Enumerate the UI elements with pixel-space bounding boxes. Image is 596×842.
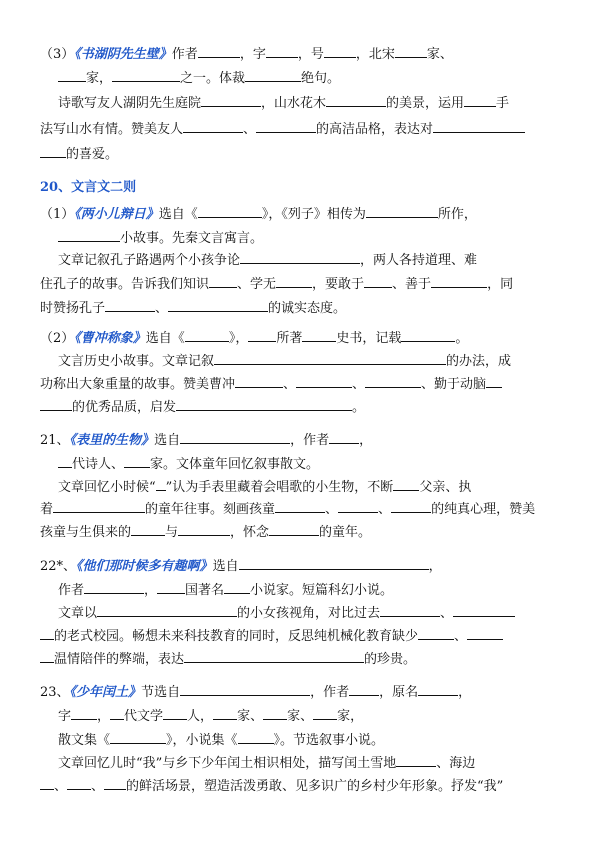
fill-blank[interactable]	[105, 298, 155, 312]
text: 文言历史小故事。文章记叙	[58, 354, 215, 369]
fill-blank[interactable]	[338, 499, 378, 513]
text: 的办法，成	[446, 354, 512, 369]
fill-blank[interactable]	[269, 522, 319, 536]
fill-blank[interactable]	[67, 776, 91, 790]
text: 、	[440, 606, 454, 621]
text: 文章记叙孔子路遇两个小孩争论	[58, 253, 241, 268]
text: 代诗人、	[72, 457, 125, 472]
fill-blank[interactable]	[396, 753, 436, 767]
fill-blank[interactable]	[239, 556, 429, 570]
fill-blank[interactable]	[58, 228, 120, 242]
text-title: 《曹冲称象》	[74, 331, 146, 346]
text: 、	[54, 779, 68, 794]
text: ，	[428, 559, 442, 574]
text: 的诚实态度。	[268, 301, 347, 316]
fill-blank[interactable]	[366, 204, 438, 218]
fill-blank[interactable]	[58, 68, 86, 82]
text: ，作者	[290, 433, 330, 448]
text: 所作，	[437, 207, 477, 222]
fill-blank[interactable]	[326, 93, 386, 107]
fill-blank[interactable]	[168, 298, 268, 312]
text-title: 《书湖阴先生壁》	[74, 47, 172, 62]
fill-blank[interactable]	[365, 374, 421, 388]
fill-blank[interactable]	[214, 351, 446, 365]
text: 作者	[171, 47, 198, 62]
text: 代文学	[124, 709, 164, 724]
s20-2-line4	[40, 397, 365, 416]
text: 字	[58, 709, 72, 724]
text: ，怀念	[230, 525, 270, 540]
text: 小说家。短篇科幻小说。	[250, 583, 394, 598]
fill-blank[interactable]	[124, 454, 150, 468]
text: 的老式校园。畅想未来科技教育的同时，反思纯机械化教育缺少	[54, 629, 419, 644]
text: 绝句。	[301, 71, 341, 86]
text: 选自	[212, 559, 239, 574]
fill-blank[interactable]	[418, 626, 454, 640]
s20-2-line2	[58, 351, 511, 370]
fill-blank[interactable]	[180, 682, 310, 696]
fill-blank[interactable]	[163, 706, 187, 720]
text: 法写山水有情。赞美友人	[40, 122, 184, 137]
s23-line2	[58, 706, 363, 725]
text: 、	[454, 629, 468, 644]
text: 所著	[276, 331, 303, 346]
text: 国著名	[185, 583, 225, 598]
fill-blank[interactable]	[433, 119, 525, 133]
text: 家。文体童年回忆叙事散文。	[150, 457, 320, 472]
s21-line1	[40, 430, 372, 449]
s23-line3	[58, 730, 384, 749]
item-number: 22*、	[40, 559, 77, 574]
s21-line5	[40, 522, 371, 541]
item-number: （1）	[40, 207, 75, 222]
fill-blank[interactable]	[276, 274, 312, 288]
fill-blank[interactable]	[431, 274, 487, 288]
fill-blank[interactable]	[245, 68, 301, 82]
fill-blank[interactable]	[275, 499, 325, 513]
text: ，作者	[310, 685, 350, 700]
fill-blank[interactable]	[391, 499, 431, 513]
fill-blank[interactable]	[180, 430, 290, 444]
fill-blank[interactable]	[110, 706, 124, 720]
fill-blank[interactable]	[40, 776, 54, 790]
text: 》，《列子》相传为	[261, 207, 366, 222]
text: 的小女孩视角，对比过去	[237, 606, 381, 621]
text: 。	[352, 400, 366, 415]
fill-blank[interactable]	[296, 374, 352, 388]
fill-blank[interactable]	[248, 328, 276, 342]
text-title: 《少年闰土》	[69, 685, 142, 700]
fill-blank[interactable]	[324, 44, 356, 58]
text: 的童年往事。刻画孩童	[145, 502, 276, 517]
text: 的美景，运用	[386, 96, 465, 111]
item-number: （3）	[40, 47, 75, 62]
fill-blank[interactable]	[184, 649, 364, 663]
text: 选自《	[158, 207, 198, 222]
text: 文章回忆小时候“	[58, 480, 156, 495]
text: 、	[325, 502, 339, 517]
text: 的童年。	[319, 525, 372, 540]
fill-blank[interactable]	[329, 430, 359, 444]
text-title: 《两小儿辩日》	[74, 207, 159, 222]
item-number: 23、	[40, 685, 70, 700]
fill-blank[interactable]	[40, 626, 54, 640]
text: 父亲、执	[419, 480, 472, 495]
fill-blank[interactable]	[313, 706, 337, 720]
s20-1-line4	[40, 274, 513, 293]
s21-line2	[58, 454, 319, 473]
s21-line4	[40, 499, 535, 518]
text-title: 《他们那时候多有趣啊》	[76, 559, 213, 574]
text: 、	[378, 502, 392, 517]
s20-1-line1	[40, 204, 477, 223]
fill-blank[interactable]	[393, 477, 419, 491]
text: ”认为手表里藏着会唱歌的小生物，不断	[165, 480, 394, 495]
text: ，	[359, 433, 373, 448]
s20-1-line3	[58, 250, 477, 269]
text: 的优秀品质，启发	[72, 400, 177, 415]
text: ，原名	[379, 685, 419, 700]
fill-blank[interactable]	[256, 119, 316, 133]
text: 》。节选叙事小说。	[273, 733, 385, 748]
text: 人，	[187, 709, 214, 724]
s20-2-line1	[40, 328, 468, 347]
fill-blank[interactable]	[302, 328, 336, 342]
text: ，号	[297, 47, 324, 62]
s21-line3	[58, 477, 471, 496]
text: 住孔子的故事。告诉我们知识	[40, 277, 210, 292]
fill-blank[interactable]	[157, 580, 185, 594]
text: 家、	[237, 709, 264, 724]
text: ，北宋	[355, 47, 395, 62]
fill-blank[interactable]	[453, 603, 515, 617]
fill-blank[interactable]	[467, 626, 503, 640]
fill-blank[interactable]	[486, 374, 502, 388]
text: 时赞扬孔子	[40, 301, 106, 316]
text: ，字	[239, 47, 266, 62]
text: 文章回忆儿时“我”与乡下少年闰土相识相处，描写闰土雪地	[58, 756, 397, 771]
text: ，山水花木	[261, 96, 327, 111]
fill-blank[interactable]	[201, 93, 261, 107]
text: 、	[243, 122, 257, 137]
fill-blank[interactable]	[178, 522, 230, 536]
s23-line1	[40, 682, 471, 701]
text: 散文集《	[58, 733, 111, 748]
text: 家，	[337, 709, 364, 724]
text: 小故事。先秦文言寓言。	[120, 231, 264, 246]
fill-blank[interactable]	[40, 144, 66, 158]
fill-blank[interactable]	[266, 44, 298, 58]
fill-blank[interactable]	[401, 328, 455, 342]
fill-blank[interactable]	[58, 454, 72, 468]
text: 》，小说集《	[166, 733, 238, 748]
text: 。	[455, 331, 469, 346]
fill-blank[interactable]	[224, 580, 250, 594]
fill-blank[interactable]	[238, 730, 274, 744]
fill-blank[interactable]	[185, 328, 229, 342]
fill-blank[interactable]	[104, 776, 126, 790]
item-number: （2）	[40, 331, 75, 346]
s19-3-line3	[58, 93, 509, 112]
fill-blank[interactable]	[131, 522, 165, 536]
fill-blank[interactable]	[176, 397, 352, 411]
s22-line1	[40, 556, 442, 575]
text: 诗歌写友人湖阴先生庭院	[58, 96, 202, 111]
text: 、	[283, 377, 297, 392]
fill-blank[interactable]	[198, 204, 262, 218]
fill-blank[interactable]	[84, 580, 144, 594]
text: 之一。体裁	[180, 71, 246, 86]
section-heading-20: 20、文言文二则	[40, 180, 137, 195]
s22-line2	[58, 580, 393, 599]
fill-blank[interactable]	[156, 477, 166, 491]
fill-blank[interactable]	[112, 68, 180, 82]
s23-line4	[58, 753, 475, 772]
s20-1-line5	[40, 298, 346, 317]
text: 的纯真心理，赞美	[431, 502, 536, 517]
text: ，要敢于	[312, 277, 365, 292]
text: 孩童与生俱来的	[40, 525, 132, 540]
fill-blank[interactable]	[183, 119, 243, 133]
fill-blank[interactable]	[40, 397, 72, 411]
s19-3-line2	[58, 68, 340, 87]
text: ，	[458, 685, 472, 700]
s20-1-line2	[58, 228, 263, 247]
text: 家、	[287, 709, 314, 724]
text: 温情陪伴的弊端，表达	[54, 652, 185, 667]
fill-blank[interactable]	[418, 682, 458, 696]
text: 家、	[426, 47, 453, 62]
text: 手	[496, 96, 510, 111]
s22-line3	[58, 603, 515, 622]
text: 选自	[154, 433, 181, 448]
fill-blank[interactable]	[53, 499, 145, 513]
fill-blank[interactable]	[97, 603, 237, 617]
text: 着	[40, 502, 54, 517]
text: 的喜爱。	[66, 147, 119, 162]
text: 与	[165, 525, 179, 540]
s23-line5	[40, 776, 503, 795]
fill-blank[interactable]	[110, 730, 166, 744]
s19-3-line1	[40, 44, 453, 63]
s22-line5	[40, 649, 416, 668]
fill-blank[interactable]	[263, 706, 287, 720]
text: 的鲜活场景，塑造活泼勇敢、见多识广的乡村少年形象。抒发“我”	[126, 779, 504, 794]
text: 、善于	[392, 277, 432, 292]
text: ，同	[487, 277, 514, 292]
text: 、	[91, 779, 105, 794]
text: ，	[97, 709, 111, 724]
fill-blank[interactable]	[364, 274, 392, 288]
fill-blank[interactable]	[349, 682, 379, 696]
text: 文章以	[58, 606, 98, 621]
text: 的珍贵。	[364, 652, 417, 667]
fill-blank[interactable]	[40, 649, 54, 663]
text: ，	[144, 583, 158, 598]
text: 、海边	[436, 756, 476, 771]
text: 选自《	[145, 331, 185, 346]
item-number: 21、	[40, 433, 70, 448]
text: 、学无	[237, 277, 277, 292]
text: 功称出大象重量的故事。赞美曹冲	[40, 377, 236, 392]
text: 、勤于动脑	[421, 377, 487, 392]
fill-blank[interactable]	[235, 374, 283, 388]
fill-blank[interactable]	[71, 706, 97, 720]
s19-3-line5	[40, 144, 118, 163]
text: 作者	[58, 583, 85, 598]
fill-blank[interactable]	[395, 44, 427, 58]
text: 节选自	[141, 685, 181, 700]
text: 史书，记载	[336, 331, 402, 346]
fill-blank[interactable]	[213, 706, 237, 720]
text-title: 《表里的生物》	[69, 433, 155, 448]
text: 》，	[228, 331, 249, 346]
text: ，两人各持道理、难	[360, 253, 478, 268]
text: 、	[155, 301, 169, 316]
s22-line4	[40, 626, 503, 645]
fill-blank[interactable]	[240, 250, 360, 264]
fill-blank[interactable]	[209, 274, 237, 288]
fill-blank[interactable]	[464, 93, 496, 107]
text: 、	[352, 377, 366, 392]
s20-2-line3	[40, 374, 502, 393]
text: 的高洁品格，表达对	[316, 122, 434, 137]
fill-blank[interactable]	[380, 603, 440, 617]
text: 家，	[86, 71, 113, 86]
fill-blank[interactable]	[198, 44, 240, 58]
s19-3-line4	[40, 119, 525, 138]
